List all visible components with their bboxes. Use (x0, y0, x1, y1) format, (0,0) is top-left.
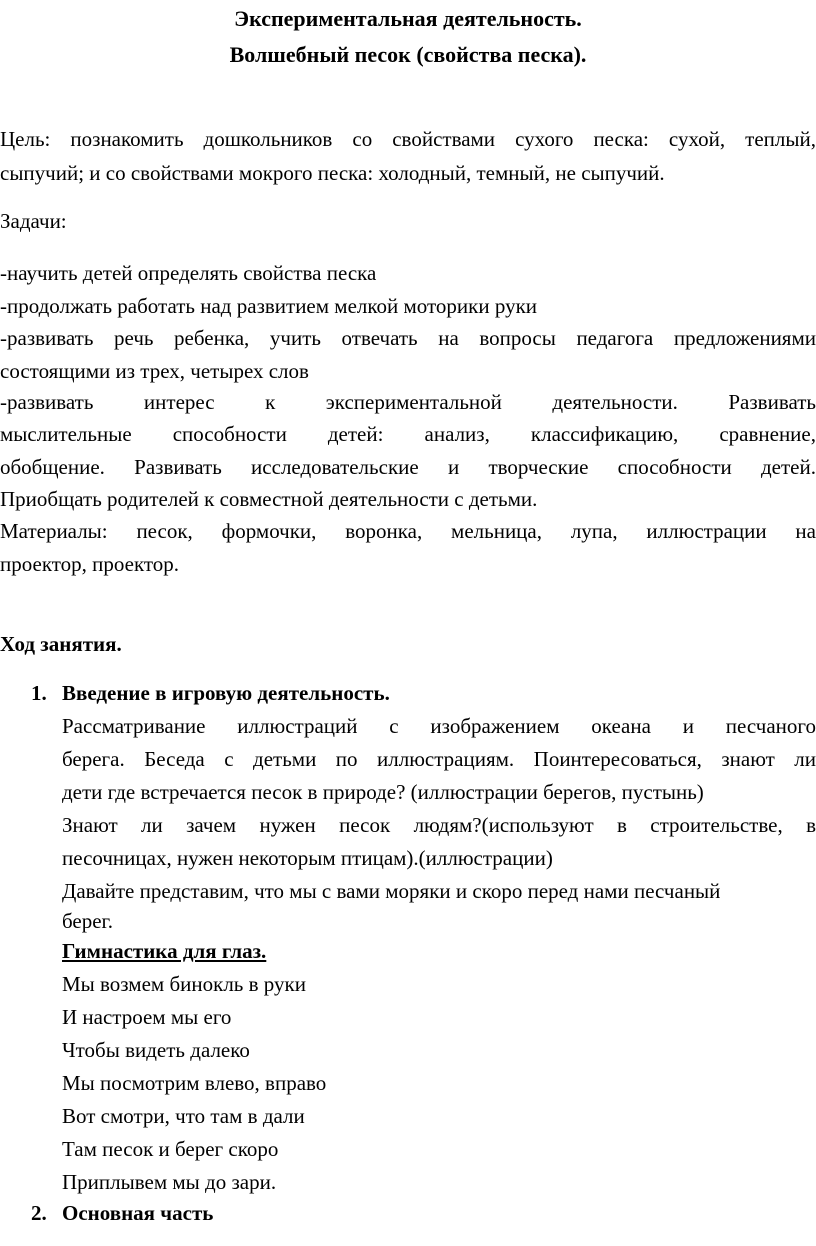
course-heading: Ход занятия. (0, 632, 122, 656)
eye-gymnastics-heading: Гимнастика для глаз. (62, 939, 267, 963)
poem-line: Чтобы видеть далеко (62, 1038, 250, 1062)
goal-line-1: Цель: познакомить дошкольников со свойствами сухого песка: сухой, теплый, (0, 127, 816, 151)
task-line-4: состоящими из трех, четырех слов (0, 359, 309, 383)
poem-line: Приплывем мы до зари. (62, 1170, 277, 1194)
task-line-1: -научить детей определять свойства песка (0, 261, 377, 285)
goal-line-2: сыпучий; и со свойствами мокрого песка: холодный, темный, не сыпучий. (0, 161, 665, 185)
poem-line: Мы возмем бинокль в руки (62, 972, 306, 996)
document-title-line-2: Волшебный песок (свойства песка). (229, 42, 587, 67)
poem-line: И настроем мы его (62, 1005, 232, 1029)
section-1-paragraph-line-4: Знают ли зачем нужен песок людям?(используют в строительстве, в (62, 813, 816, 837)
section-1-paragraph-line-1: Рассматривание иллюстраций с изображением океана и песчаного (62, 714, 816, 738)
poem-line: Мы посмотрим влево, вправо (62, 1071, 327, 1095)
section-1-paragraph-line-3: дети где встречается песок в природе? (иллюстрации берегов, пустынь) (62, 780, 704, 804)
section-2-number: 2. (31, 1201, 47, 1225)
materials-line-2: проектор, проектор. (0, 552, 180, 576)
task-line-6: мыслительные способности детей: анализ, классификацию, сравнение, (0, 422, 816, 446)
materials-line-1: Материалы: песок, формочки, воронка, мельница, лупа, иллюстрации на (0, 519, 816, 543)
section-1-paragraph-line-7: берег. (62, 909, 114, 933)
task-line-2: -продолжать работать над развитием мелкой моторики руки (0, 294, 538, 318)
poem-line: Вот смотри, что там в дали (62, 1104, 305, 1128)
task-line-3: -развивать речь ребенка, учить отвечать на вопросы педагога предложениями (0, 326, 816, 350)
tasks-label: Задачи: (0, 209, 67, 233)
task-line-7: обобщение. Развивать исследовательские и творческие способности детей. (0, 455, 816, 479)
section-1-paragraph-line-6: Давайте представим, что мы с вами моряки и скоро перед нами песчаный (62, 879, 721, 903)
section-1-paragraph-line-2: берега. Беседа с детьми по иллюстрациям. Поинтересоваться, знают ли (62, 747, 816, 771)
task-line-5: -развивать интерес к экспериментальной деятельности. Развивать (0, 390, 816, 414)
section-1-paragraph-line-5: песочницах, нужен некоторым птицам).(иллюстрации) (62, 846, 553, 870)
section-1-heading: Введение в игровую деятельность. (62, 681, 390, 705)
task-line-8: Приобщать родителей к совместной деятельности с детьми. (0, 487, 538, 511)
document-title-line-1: Экспериментальная деятельность. (234, 6, 582, 31)
section-2-heading: Основная часть (62, 1201, 214, 1225)
poem-line: Там песок и берег скоро (62, 1137, 279, 1161)
section-1-number: 1. (31, 681, 47, 705)
